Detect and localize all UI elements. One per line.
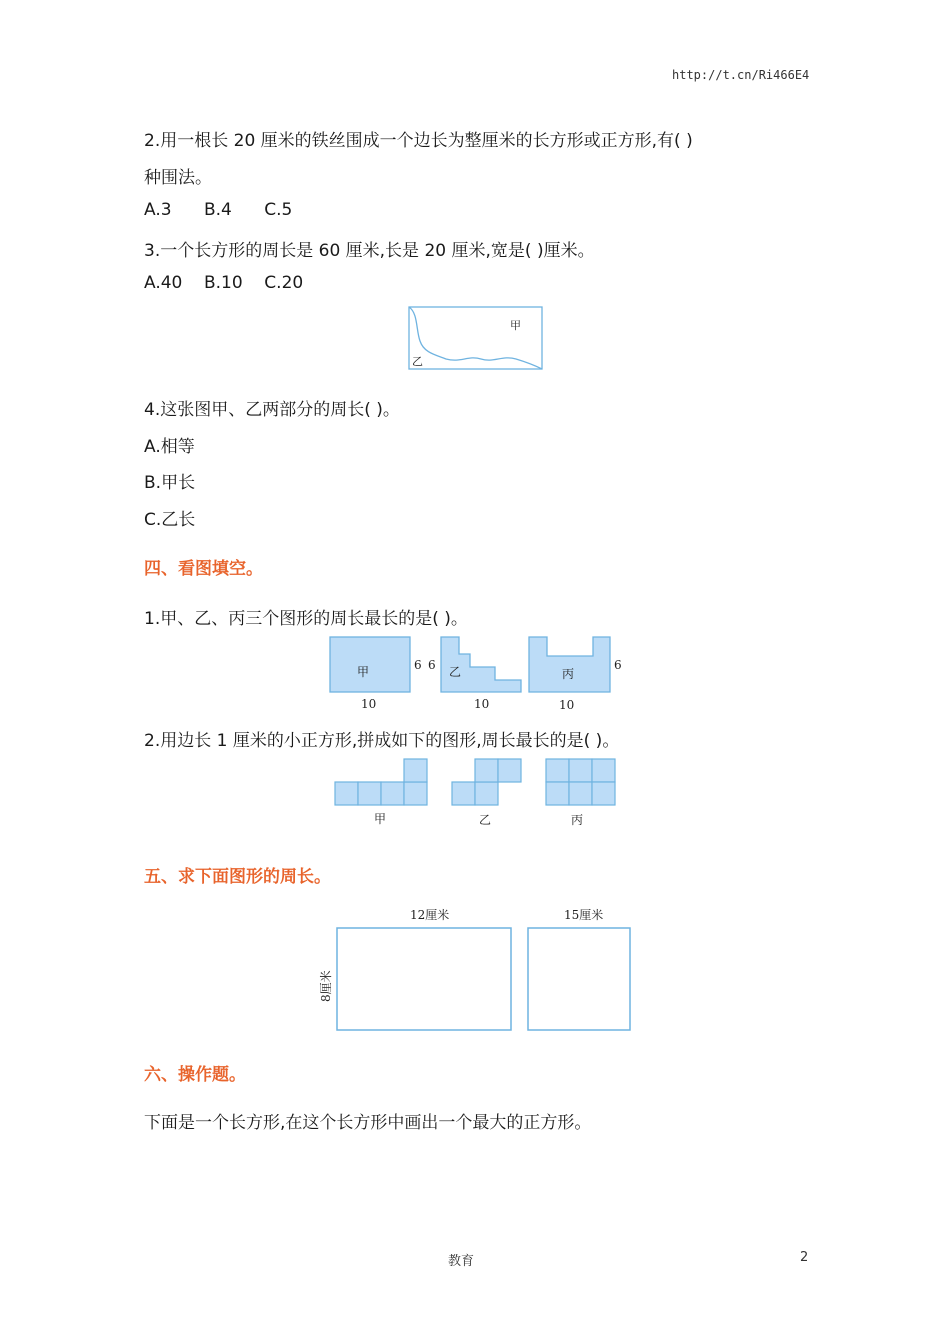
tiles-b-label: 乙 (479, 813, 492, 827)
shape-b-side: 6 (428, 658, 436, 672)
q2-options: A.3 B.4 C.5 (144, 200, 293, 220)
q2-line2: 种围法。 (144, 168, 212, 188)
section6-title: 六、操作题。 (144, 1065, 246, 1085)
q4-text: 4.这张图甲、乙两部分的周长( )。 (144, 400, 400, 420)
q4-option-a: A.相等 (144, 437, 195, 457)
shape-a-side: 6 (414, 658, 422, 672)
s4-q1-figures (325, 632, 630, 714)
q4-figure (406, 305, 544, 373)
q2-line1: 2.用一根长 20 厘米的铁丝围成一个边长为整厘米的长方形或正方形,有( ) (144, 131, 693, 151)
tiles-a-label: 甲 (374, 812, 387, 826)
q4-option-b: B.甲长 (144, 473, 196, 493)
shape-a-label: 甲 (357, 665, 370, 679)
q4-curve (409, 307, 542, 369)
q4-label-a: 甲 (510, 319, 521, 332)
tiles-c-label: 丙 (571, 813, 584, 827)
q3-options: A.40 B.10 C.20 (144, 273, 304, 293)
q3-text: 3.一个长方形的周长是 60 厘米,长是 20 厘米,宽是( )厘米。 (144, 241, 595, 261)
rect-side-label: 8厘米 (319, 970, 333, 1002)
footer-center: 教育 (448, 1254, 475, 1269)
shape-b-bottom: 10 (474, 697, 490, 711)
s4-q1-text: 1.甲、乙、丙三个图形的周长最长的是( )。 (144, 609, 468, 629)
page-number: 2 (800, 1250, 809, 1265)
square-top-label: 15厘米 (564, 908, 604, 922)
header-url: http://t.cn/Ri466E4 (672, 68, 810, 82)
s5-figures (315, 902, 635, 1034)
shape-a (330, 637, 410, 692)
shape-c (529, 637, 610, 692)
section4-title: 四、看图填空。 (144, 559, 263, 579)
square-shape (528, 928, 630, 1030)
q4-frame (409, 307, 542, 369)
q4-option-c: C.乙长 (144, 510, 196, 530)
shape-b-label: 乙 (449, 665, 462, 679)
s6-text: 下面是一个长方形,在这个长方形中画出一个最大的正方形。 (144, 1113, 592, 1133)
section5-title: 五、求下面图形的周长。 (144, 867, 331, 887)
shape-c-label: 丙 (562, 667, 575, 681)
rect-shape (337, 928, 511, 1030)
s4-q2-figures (330, 755, 620, 830)
q4-label-b: 乙 (412, 355, 423, 368)
shape-a-bottom: 10 (361, 697, 377, 711)
s4-q2-text: 2.用边长 1 厘米的小正方形,拼成如下的图形,周长最长的是( )。 (144, 731, 620, 751)
shape-c-side: 6 (614, 658, 622, 672)
rect-top-label: 12厘米 (410, 908, 450, 922)
shape-c-bottom: 10 (559, 698, 575, 712)
